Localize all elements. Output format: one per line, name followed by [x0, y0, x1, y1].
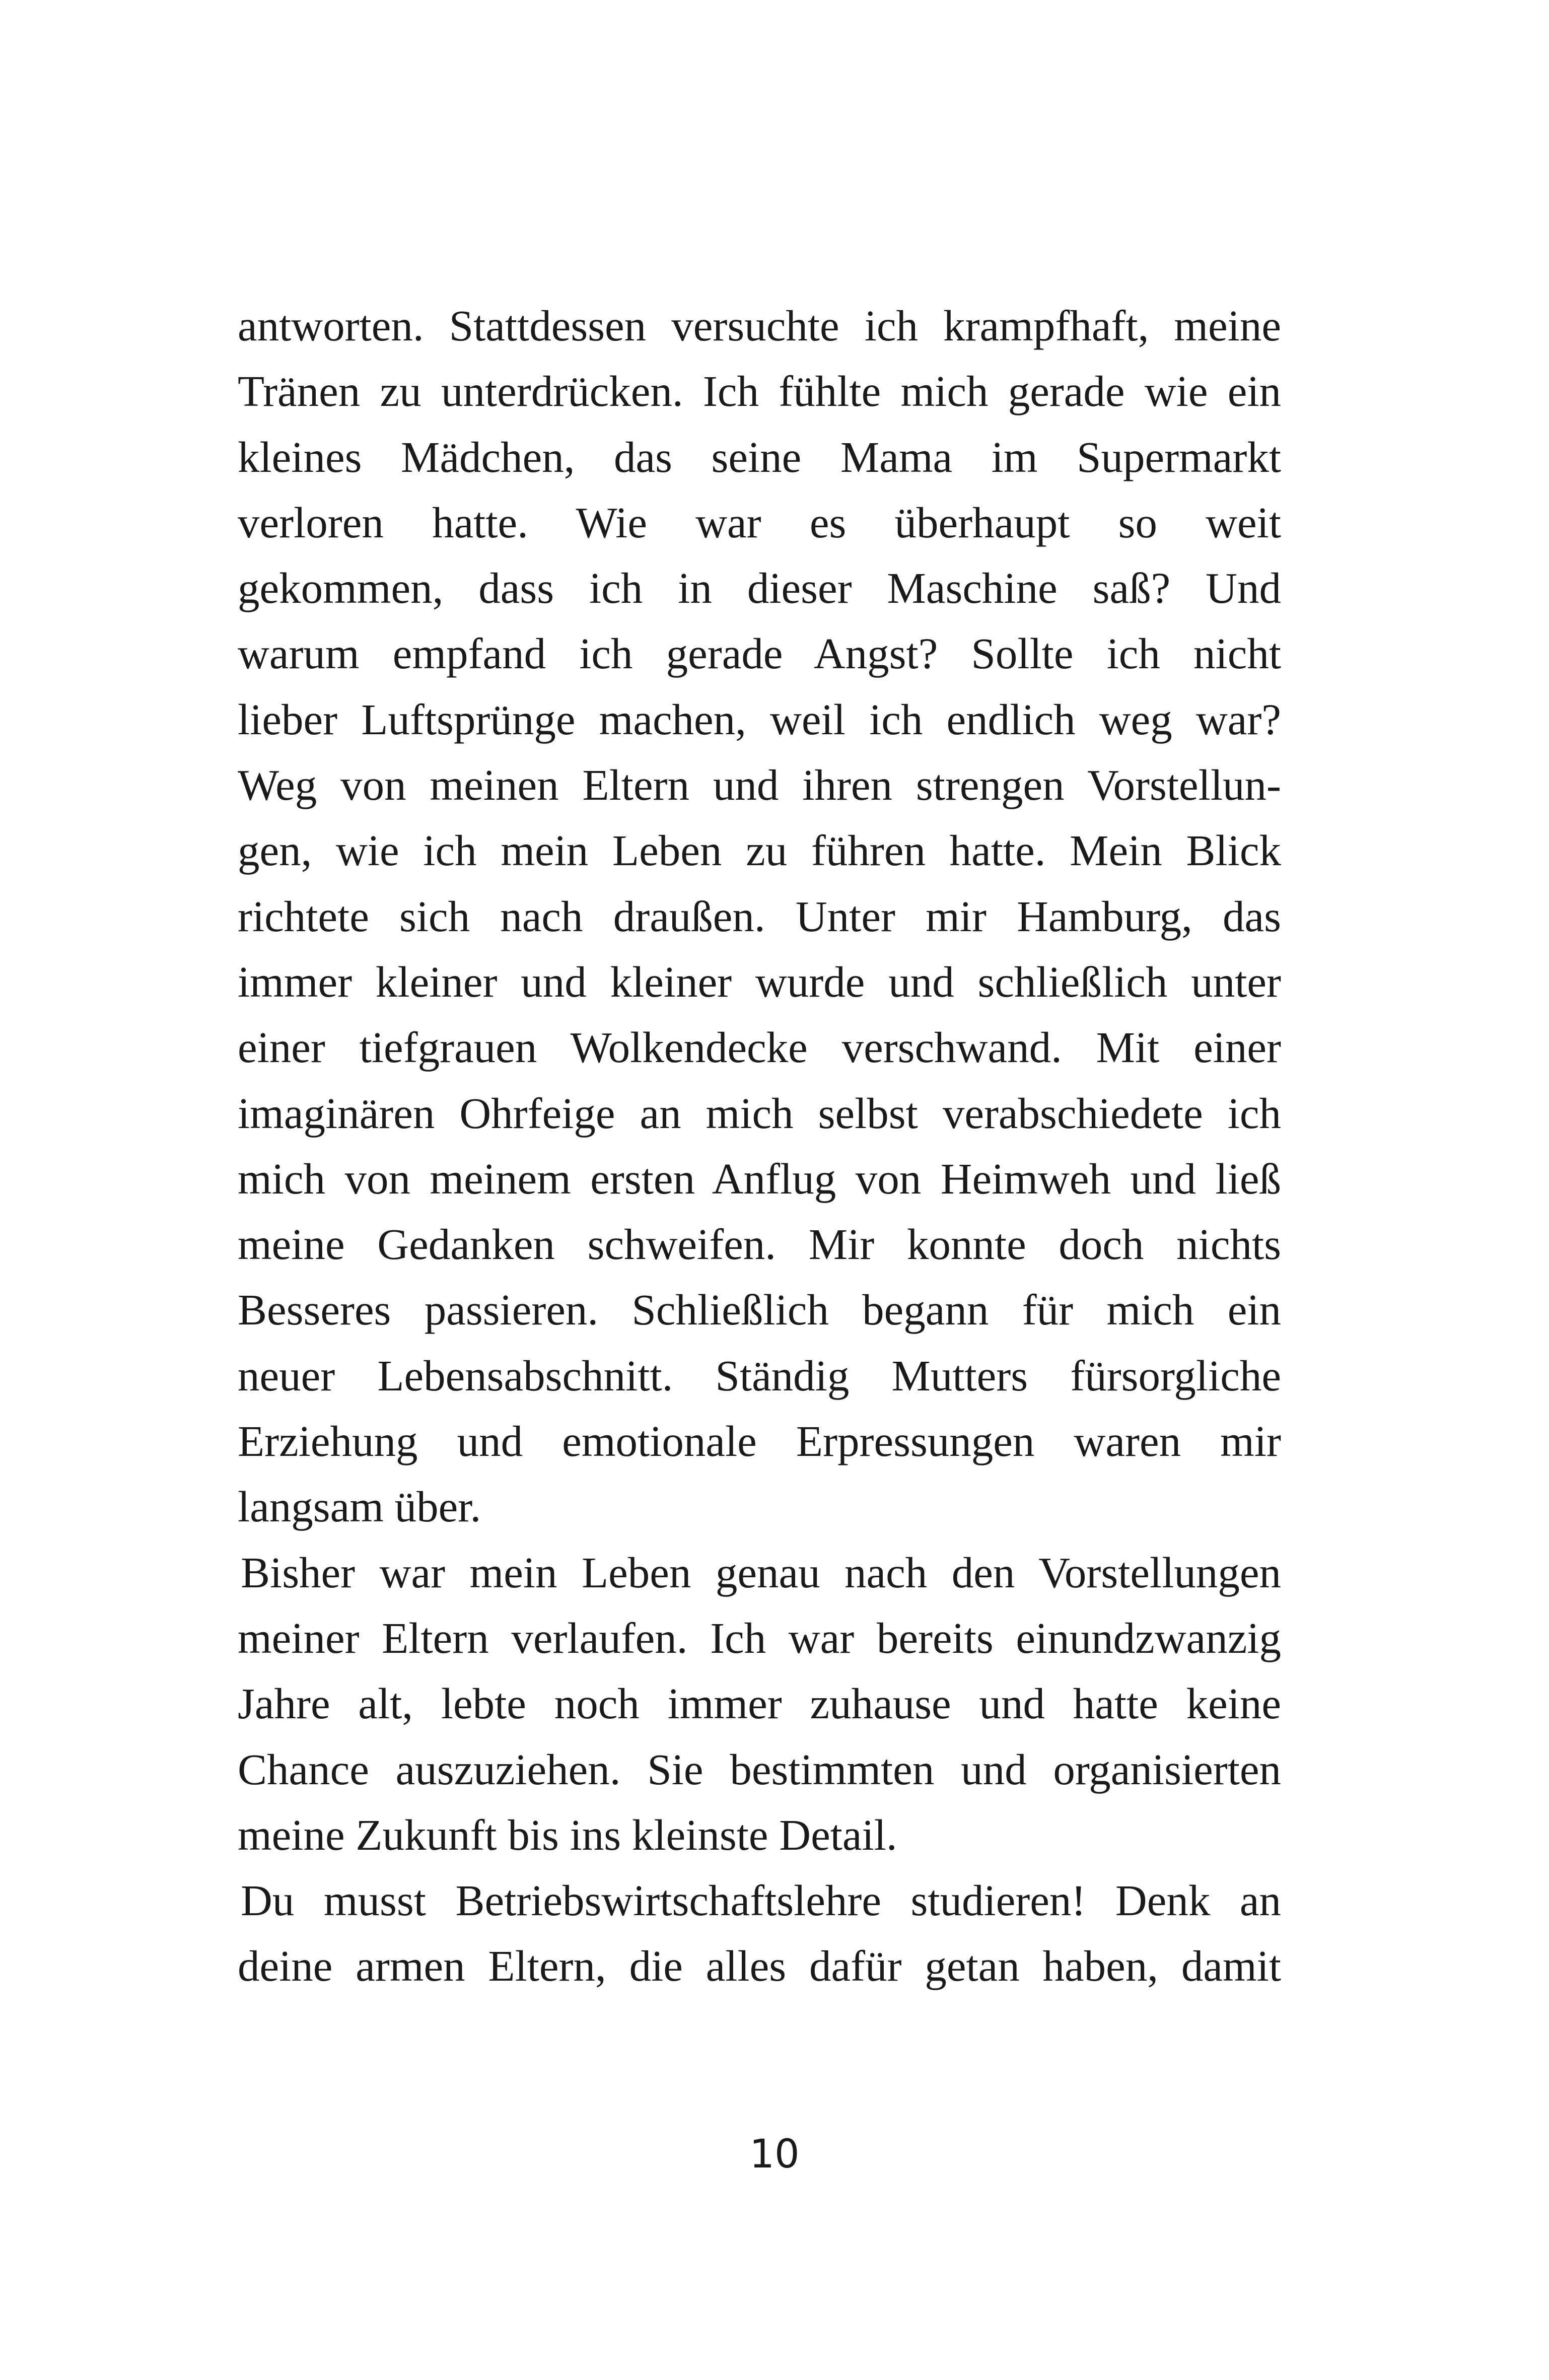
text-line: warum empfand ich gerade Angst? Sollte ich nicht	[238, 629, 1281, 678]
text-line: imaginären Ohrfeige an mich selbst verabschiedete ich	[238, 1088, 1281, 1138]
text-line: meine Gedanken schweifen. Mir konnte doch nichts	[238, 1220, 1281, 1269]
text-line: meine Zukunft bis ins kleinste Detail.	[238, 1810, 897, 1859]
text-line: Du musst Betriebswirtschaftslehre studieren! Denk an	[241, 1876, 1281, 1925]
text-line: Chance auszuziehen. Sie bestimmten und organisierten	[238, 1744, 1281, 1794]
text-line: gen, wie ich mein Leben zu führen hatte. Mein Blick	[238, 826, 1281, 875]
text-line: verloren hatte. Wie war es überhaupt so weit	[238, 498, 1281, 547]
paragraph-1	[238, 293, 1281, 1540]
text-line: antworten. Stattdessen versuchte ich krampfhaft, meine	[238, 301, 1281, 350]
text-line: einer tiefgrauen Wolkendecke verschwand. Mit einer	[238, 1023, 1281, 1072]
text-line: gekommen, dass ich in dieser Maschine saß? Und	[238, 564, 1281, 613]
text-line: Tränen zu unterdrücken. Ich fühlte mich gerade wie ein	[238, 367, 1281, 416]
text-line: richtete sich nach draußen. Unter mir Hamburg, das	[238, 891, 1281, 941]
text-line: Jahre alt, lebte noch immer zuhause und hatte keine	[238, 1679, 1281, 1728]
text-line: neuer Lebensabschnitt. Ständig Mutters fürsorgliche	[238, 1351, 1281, 1400]
text-line: meiner Eltern verlaufen. Ich war bereits einundzwanzig	[238, 1613, 1281, 1662]
text-line: Bisher war mein Leben genau nach den Vorstellungen	[241, 1548, 1281, 1597]
text-line: Erziehung und emotionale Erpressungen waren mir	[238, 1417, 1281, 1466]
text-line: Weg von meinen Eltern und ihren strengen Vorstellun-	[238, 760, 1281, 810]
paragraph-2	[238, 1540, 1281, 1868]
text-line: deine armen Eltern, die alles dafür getan haben, damit	[238, 1941, 1281, 1991]
body-text	[238, 293, 1281, 1999]
text-line: Besseres passieren. Schließlich begann für mich ein	[238, 1285, 1281, 1335]
text-line: immer kleiner und kleiner wurde und schließlich unter	[238, 957, 1281, 1006]
paragraph-3	[238, 1868, 1281, 1999]
text-line: lieber Luftsprünge machen, weil ich endlich weg war?	[238, 694, 1281, 744]
text-line: mich von meinem ersten Anflug von Heimweh und ließ	[238, 1154, 1281, 1203]
text-line: langsam über.	[238, 1482, 481, 1531]
page-number: 10	[749, 2132, 800, 2177]
text-line: kleines Mädchen, das seine Mama im Supermarkt	[238, 432, 1281, 481]
